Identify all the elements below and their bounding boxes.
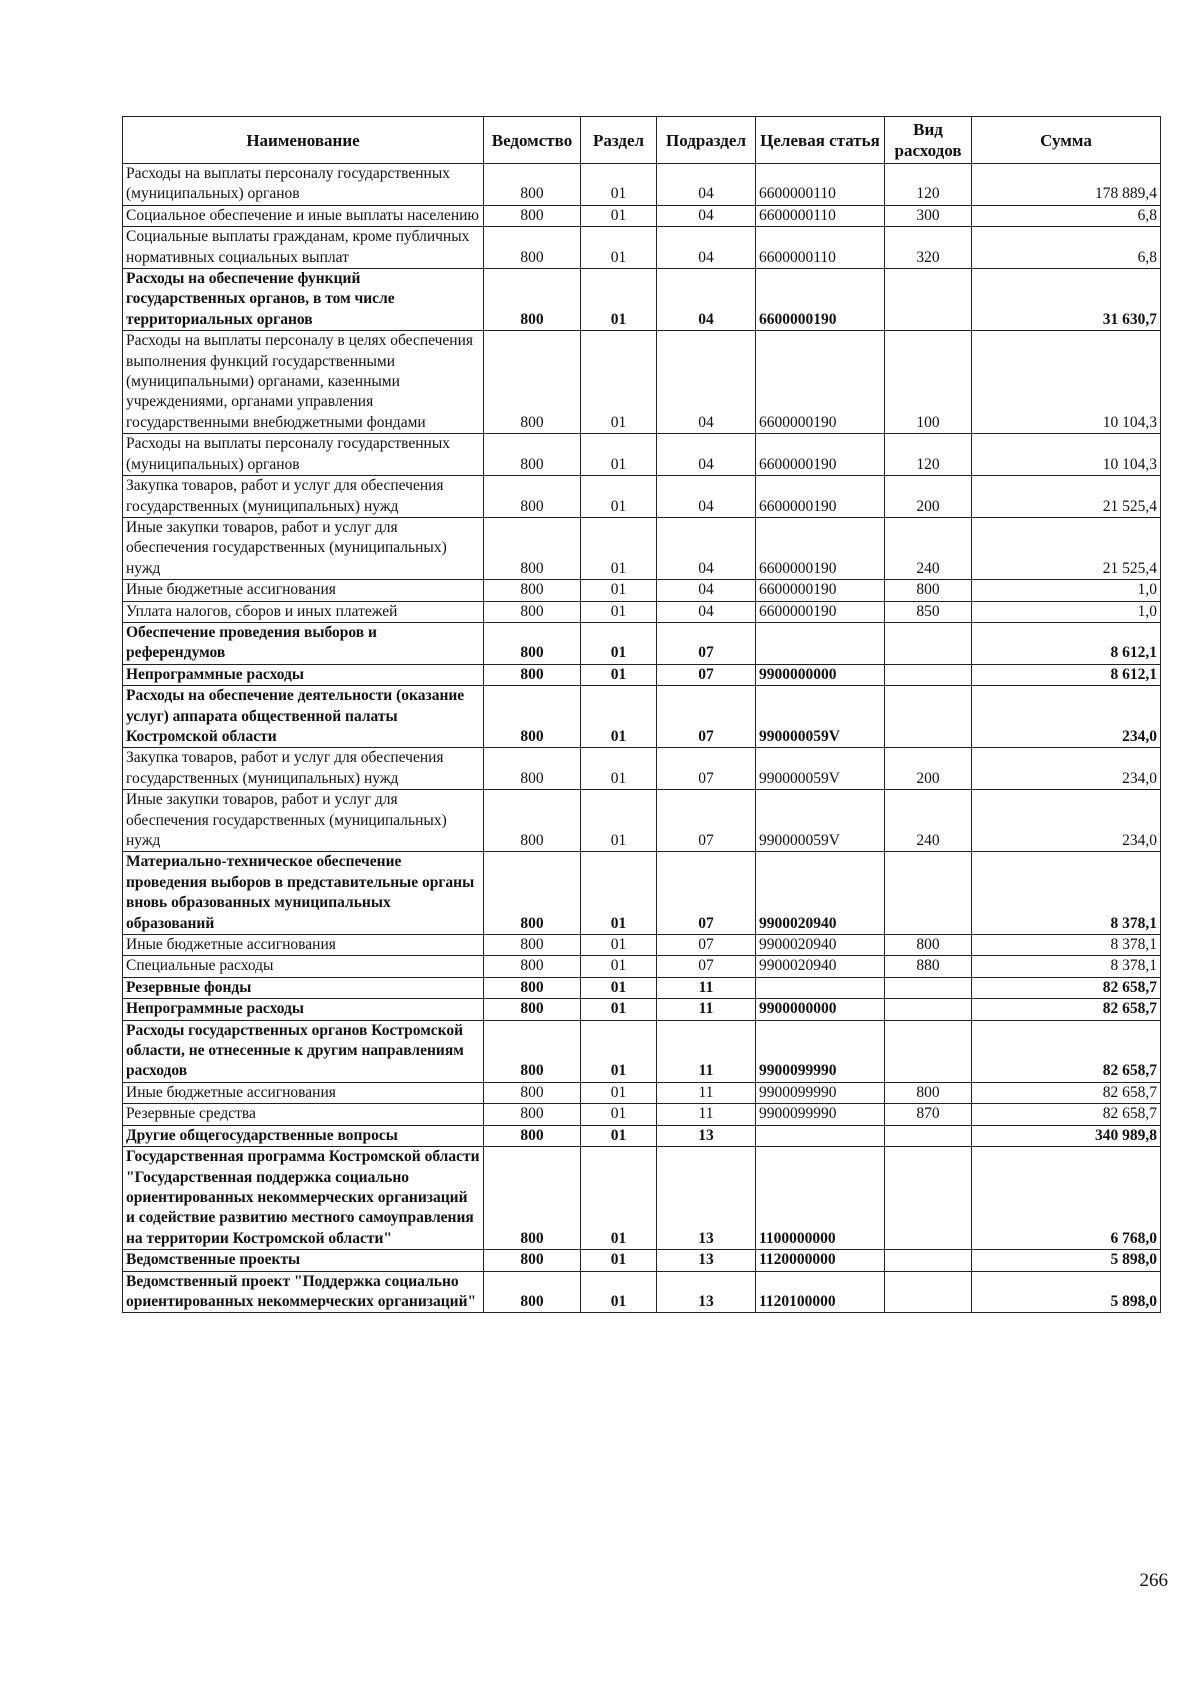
cell-subsection: 13 <box>657 1271 756 1313</box>
cell-dept: 800 <box>484 935 581 956</box>
cell-sum: 340 989,8 <box>972 1125 1161 1146</box>
cell-sum: 5 898,0 <box>972 1271 1161 1313</box>
cell-type: 850 <box>885 601 972 622</box>
cell-subsection: 11 <box>657 1020 756 1082</box>
table-row <box>123 1082 1161 1103</box>
cell-dept: 800 <box>484 852 581 935</box>
table-header-row <box>123 117 1161 164</box>
cell-type: 880 <box>885 956 972 977</box>
cell-subsection: 07 <box>657 935 756 956</box>
cell-name: Материально-техническое обеспечение проведения выборов в представительные органы вновь образованных муниципальных образований <box>123 852 484 935</box>
cell-name: Специальные расходы <box>123 956 484 977</box>
table-row <box>123 956 1161 977</box>
cell-sum: 82 658,7 <box>972 1082 1161 1103</box>
cell-target: 9900000000 <box>756 664 885 685</box>
cell-sum: 10 104,3 <box>972 434 1161 476</box>
cell-type <box>885 852 972 935</box>
cell-dept: 800 <box>484 227 581 269</box>
cell-dept: 800 <box>484 1125 581 1146</box>
table-body <box>123 164 1161 1313</box>
cell-subsection: 04 <box>657 517 756 579</box>
table-row <box>123 1020 1161 1082</box>
cell-dept: 800 <box>484 1271 581 1313</box>
cell-subsection: 04 <box>657 227 756 269</box>
cell-dept: 800 <box>484 269 581 331</box>
cell-section: 01 <box>581 664 657 685</box>
page-number: 266 <box>1139 1570 1168 1591</box>
cell-target: 6600000190 <box>756 434 885 476</box>
header-type: Вид расходов <box>885 117 972 164</box>
cell-target: 9900020940 <box>756 956 885 977</box>
cell-type: 800 <box>885 1082 972 1103</box>
cell-sum: 21 525,4 <box>972 476 1161 518</box>
cell-target <box>756 1125 885 1146</box>
cell-subsection: 04 <box>657 331 756 434</box>
cell-name: Иные закупки товаров, работ и услуг для обеспечения государственных (муниципальных) нужд <box>123 517 484 579</box>
cell-section: 01 <box>581 517 657 579</box>
cell-target: 6600000190 <box>756 580 885 601</box>
cell-type: 240 <box>885 790 972 852</box>
cell-name: Расходы на выплаты персоналу государственных (муниципальных) органов <box>123 434 484 476</box>
cell-name: Государственная программа Костромской области "Государственная поддержка социально ориентированных некоммерческих организаций и содействие развитию местного самоуправления на территории Костромской области" <box>123 1147 484 1250</box>
cell-type: 120 <box>885 164 972 206</box>
cell-section: 01 <box>581 999 657 1020</box>
cell-sum: 8 378,1 <box>972 852 1161 935</box>
cell-section: 01 <box>581 686 657 748</box>
cell-sum: 8 612,1 <box>972 622 1161 664</box>
header-name: Наименование <box>123 117 484 164</box>
cell-target: 6600000110 <box>756 227 885 269</box>
cell-name: Обеспечение проведения выборов и референдумов <box>123 622 484 664</box>
cell-target: 6600000190 <box>756 269 885 331</box>
cell-subsection: 04 <box>657 601 756 622</box>
table-row <box>123 164 1161 206</box>
cell-sum: 6,8 <box>972 205 1161 226</box>
cell-section: 01 <box>581 935 657 956</box>
cell-target: 6600000110 <box>756 205 885 226</box>
table-row <box>123 935 1161 956</box>
cell-name: Иные бюджетные ассигнования <box>123 1082 484 1103</box>
table-row <box>123 517 1161 579</box>
table-row <box>123 476 1161 518</box>
cell-target: 6600000190 <box>756 331 885 434</box>
cell-name: Социальные выплаты гражданам, кроме публичных нормативных социальных выплат <box>123 227 484 269</box>
cell-type <box>885 686 972 748</box>
cell-dept: 800 <box>484 686 581 748</box>
cell-section: 01 <box>581 1104 657 1125</box>
cell-section: 01 <box>581 331 657 434</box>
table-row <box>123 269 1161 331</box>
cell-subsection: 07 <box>657 790 756 852</box>
cell-dept: 800 <box>484 1147 581 1250</box>
table-row <box>123 748 1161 790</box>
cell-type: 800 <box>885 935 972 956</box>
cell-type <box>885 1250 972 1271</box>
cell-sum: 82 658,7 <box>972 999 1161 1020</box>
cell-name: Ведомственные проекты <box>123 1250 484 1271</box>
cell-target: 990000059V <box>756 748 885 790</box>
cell-section: 01 <box>581 956 657 977</box>
cell-subsection: 04 <box>657 205 756 226</box>
cell-dept: 800 <box>484 517 581 579</box>
cell-type: 320 <box>885 227 972 269</box>
cell-type: 800 <box>885 580 972 601</box>
cell-target: 6600000110 <box>756 164 885 206</box>
cell-section: 01 <box>581 977 657 998</box>
cell-type <box>885 622 972 664</box>
cell-section: 01 <box>581 1250 657 1271</box>
cell-target: 1100000000 <box>756 1147 885 1250</box>
cell-type <box>885 664 972 685</box>
cell-sum: 234,0 <box>972 790 1161 852</box>
cell-subsection: 13 <box>657 1147 756 1250</box>
cell-dept: 800 <box>484 664 581 685</box>
cell-target: 1120000000 <box>756 1250 885 1271</box>
cell-sum: 1,0 <box>972 580 1161 601</box>
cell-name: Иные закупки товаров, работ и услуг для обеспечения государственных (муниципальных) нужд <box>123 790 484 852</box>
cell-dept: 800 <box>484 434 581 476</box>
cell-dept: 800 <box>484 601 581 622</box>
cell-section: 01 <box>581 748 657 790</box>
cell-dept: 800 <box>484 331 581 434</box>
cell-name: Расходы на обеспечение деятельности (оказание услуг) аппарата общественной палаты Костромской области <box>123 686 484 748</box>
cell-section: 01 <box>581 205 657 226</box>
cell-target: 9900020940 <box>756 852 885 935</box>
cell-name: Расходы на выплаты персоналу в целях обеспечения выполнения функций государственными (муниципальными) органами, казенными учреждениями, органами управления государственными внебюджетными фондами <box>123 331 484 434</box>
cell-type <box>885 977 972 998</box>
cell-section: 01 <box>581 1082 657 1103</box>
cell-sum: 31 630,7 <box>972 269 1161 331</box>
table-row <box>123 686 1161 748</box>
cell-subsection: 04 <box>657 164 756 206</box>
cell-dept: 800 <box>484 1082 581 1103</box>
cell-section: 01 <box>581 227 657 269</box>
cell-name: Расходы на выплаты персоналу государственных (муниципальных) органов <box>123 164 484 206</box>
table-row <box>123 1125 1161 1146</box>
cell-dept: 800 <box>484 977 581 998</box>
cell-sum: 8 378,1 <box>972 956 1161 977</box>
table-row <box>123 790 1161 852</box>
cell-dept: 800 <box>484 1020 581 1082</box>
header-sum: Сумма <box>972 117 1161 164</box>
cell-name: Непрограммные расходы <box>123 664 484 685</box>
cell-type: 240 <box>885 517 972 579</box>
cell-sum: 8 378,1 <box>972 935 1161 956</box>
cell-dept: 800 <box>484 790 581 852</box>
cell-target: 6600000190 <box>756 476 885 518</box>
cell-dept: 800 <box>484 476 581 518</box>
cell-subsection: 11 <box>657 1104 756 1125</box>
cell-target: 6600000190 <box>756 601 885 622</box>
table-row <box>123 227 1161 269</box>
table-row <box>123 205 1161 226</box>
cell-section: 01 <box>581 622 657 664</box>
cell-section: 01 <box>581 1271 657 1313</box>
cell-subsection: 07 <box>657 748 756 790</box>
cell-target: 9900099990 <box>756 1104 885 1125</box>
cell-name: Социальное обеспечение и иные выплаты населению <box>123 205 484 226</box>
cell-target: 6600000190 <box>756 517 885 579</box>
table-row <box>123 1250 1161 1271</box>
table-row <box>123 331 1161 434</box>
cell-type <box>885 1020 972 1082</box>
cell-section: 01 <box>581 790 657 852</box>
cell-name: Иные бюджетные ассигнования <box>123 935 484 956</box>
cell-subsection: 07 <box>657 664 756 685</box>
cell-target: 9900020940 <box>756 935 885 956</box>
cell-target: 1120100000 <box>756 1271 885 1313</box>
cell-sum: 82 658,7 <box>972 1020 1161 1082</box>
cell-subsection: 13 <box>657 1250 756 1271</box>
cell-name: Иные бюджетные ассигнования <box>123 580 484 601</box>
cell-dept: 800 <box>484 1250 581 1271</box>
cell-subsection: 07 <box>657 622 756 664</box>
cell-type <box>885 269 972 331</box>
table-row <box>123 434 1161 476</box>
cell-subsection: 04 <box>657 580 756 601</box>
cell-name: Ведомственный проект "Поддержка социально ориентированных некоммерческих организаций" <box>123 1271 484 1313</box>
cell-subsection: 04 <box>657 269 756 331</box>
header-section: Раздел <box>581 117 657 164</box>
cell-sum: 1,0 <box>972 601 1161 622</box>
cell-dept: 800 <box>484 622 581 664</box>
cell-subsection: 04 <box>657 476 756 518</box>
cell-name: Непрограммные расходы <box>123 999 484 1020</box>
cell-name: Закупка товаров, работ и услуг для обеспечения государственных (муниципальных) нужд <box>123 476 484 518</box>
cell-type: 200 <box>885 476 972 518</box>
cell-subsection: 11 <box>657 1082 756 1103</box>
table-row <box>123 1147 1161 1250</box>
cell-name: Расходы государственных органов Костромской области, не отнесенные к другим направлениям расходов <box>123 1020 484 1082</box>
table-row <box>123 580 1161 601</box>
cell-subsection: 07 <box>657 852 756 935</box>
budget-table <box>122 116 1161 1313</box>
cell-sum: 8 612,1 <box>972 664 1161 685</box>
cell-sum: 178 889,4 <box>972 164 1161 206</box>
table-row <box>123 999 1161 1020</box>
cell-target: 990000059V <box>756 790 885 852</box>
cell-type: 870 <box>885 1104 972 1125</box>
cell-sum: 234,0 <box>972 748 1161 790</box>
cell-target <box>756 977 885 998</box>
cell-subsection: 07 <box>657 956 756 977</box>
cell-target <box>756 622 885 664</box>
table-row <box>123 1271 1161 1313</box>
cell-dept: 800 <box>484 748 581 790</box>
cell-sum: 10 104,3 <box>972 331 1161 434</box>
cell-sum: 82 658,7 <box>972 1104 1161 1125</box>
cell-dept: 800 <box>484 205 581 226</box>
cell-subsection: 11 <box>657 977 756 998</box>
header-dept: Ведомство <box>484 117 581 164</box>
table-row <box>123 1104 1161 1125</box>
cell-type <box>885 1147 972 1250</box>
cell-type: 200 <box>885 748 972 790</box>
cell-name: Закупка товаров, работ и услуг для обеспечения государственных (муниципальных) нужд <box>123 748 484 790</box>
cell-subsection: 04 <box>657 434 756 476</box>
cell-name: Резервные средства <box>123 1104 484 1125</box>
cell-dept: 800 <box>484 580 581 601</box>
cell-name: Уплата налогов, сборов и иных платежей <box>123 601 484 622</box>
cell-section: 01 <box>581 1125 657 1146</box>
cell-type: 120 <box>885 434 972 476</box>
cell-section: 01 <box>581 580 657 601</box>
cell-target: 990000059V <box>756 686 885 748</box>
cell-dept: 800 <box>484 164 581 206</box>
cell-type: 100 <box>885 331 972 434</box>
cell-subsection: 13 <box>657 1125 756 1146</box>
header-target: Целевая статья <box>756 117 885 164</box>
cell-sum: 234,0 <box>972 686 1161 748</box>
cell-target: 9900099990 <box>756 1020 885 1082</box>
cell-subsection: 07 <box>657 686 756 748</box>
table-row <box>123 622 1161 664</box>
cell-type <box>885 1271 972 1313</box>
cell-section: 01 <box>581 434 657 476</box>
table-row <box>123 977 1161 998</box>
cell-sum: 6 768,0 <box>972 1147 1161 1250</box>
table-row <box>123 601 1161 622</box>
cell-name: Другие общегосударственные вопросы <box>123 1125 484 1146</box>
cell-section: 01 <box>581 269 657 331</box>
table-row <box>123 852 1161 935</box>
cell-target: 9900099990 <box>756 1082 885 1103</box>
cell-section: 01 <box>581 1020 657 1082</box>
cell-type: 300 <box>885 205 972 226</box>
cell-dept: 800 <box>484 1104 581 1125</box>
cell-section: 01 <box>581 1147 657 1250</box>
table-row <box>123 664 1161 685</box>
header-subsection: Подраздел <box>657 117 756 164</box>
cell-dept: 800 <box>484 999 581 1020</box>
cell-sum: 82 658,7 <box>972 977 1161 998</box>
cell-sum: 5 898,0 <box>972 1250 1161 1271</box>
cell-section: 01 <box>581 164 657 206</box>
cell-type <box>885 1125 972 1146</box>
cell-subsection: 11 <box>657 999 756 1020</box>
cell-name: Резервные фонды <box>123 977 484 998</box>
cell-type <box>885 999 972 1020</box>
cell-dept: 800 <box>484 956 581 977</box>
cell-section: 01 <box>581 476 657 518</box>
cell-section: 01 <box>581 601 657 622</box>
cell-sum: 6,8 <box>972 227 1161 269</box>
cell-section: 01 <box>581 852 657 935</box>
cell-target: 9900000000 <box>756 999 885 1020</box>
cell-sum: 21 525,4 <box>972 517 1161 579</box>
cell-name: Расходы на обеспечение функций государственных органов, в том числе территориальных органов <box>123 269 484 331</box>
